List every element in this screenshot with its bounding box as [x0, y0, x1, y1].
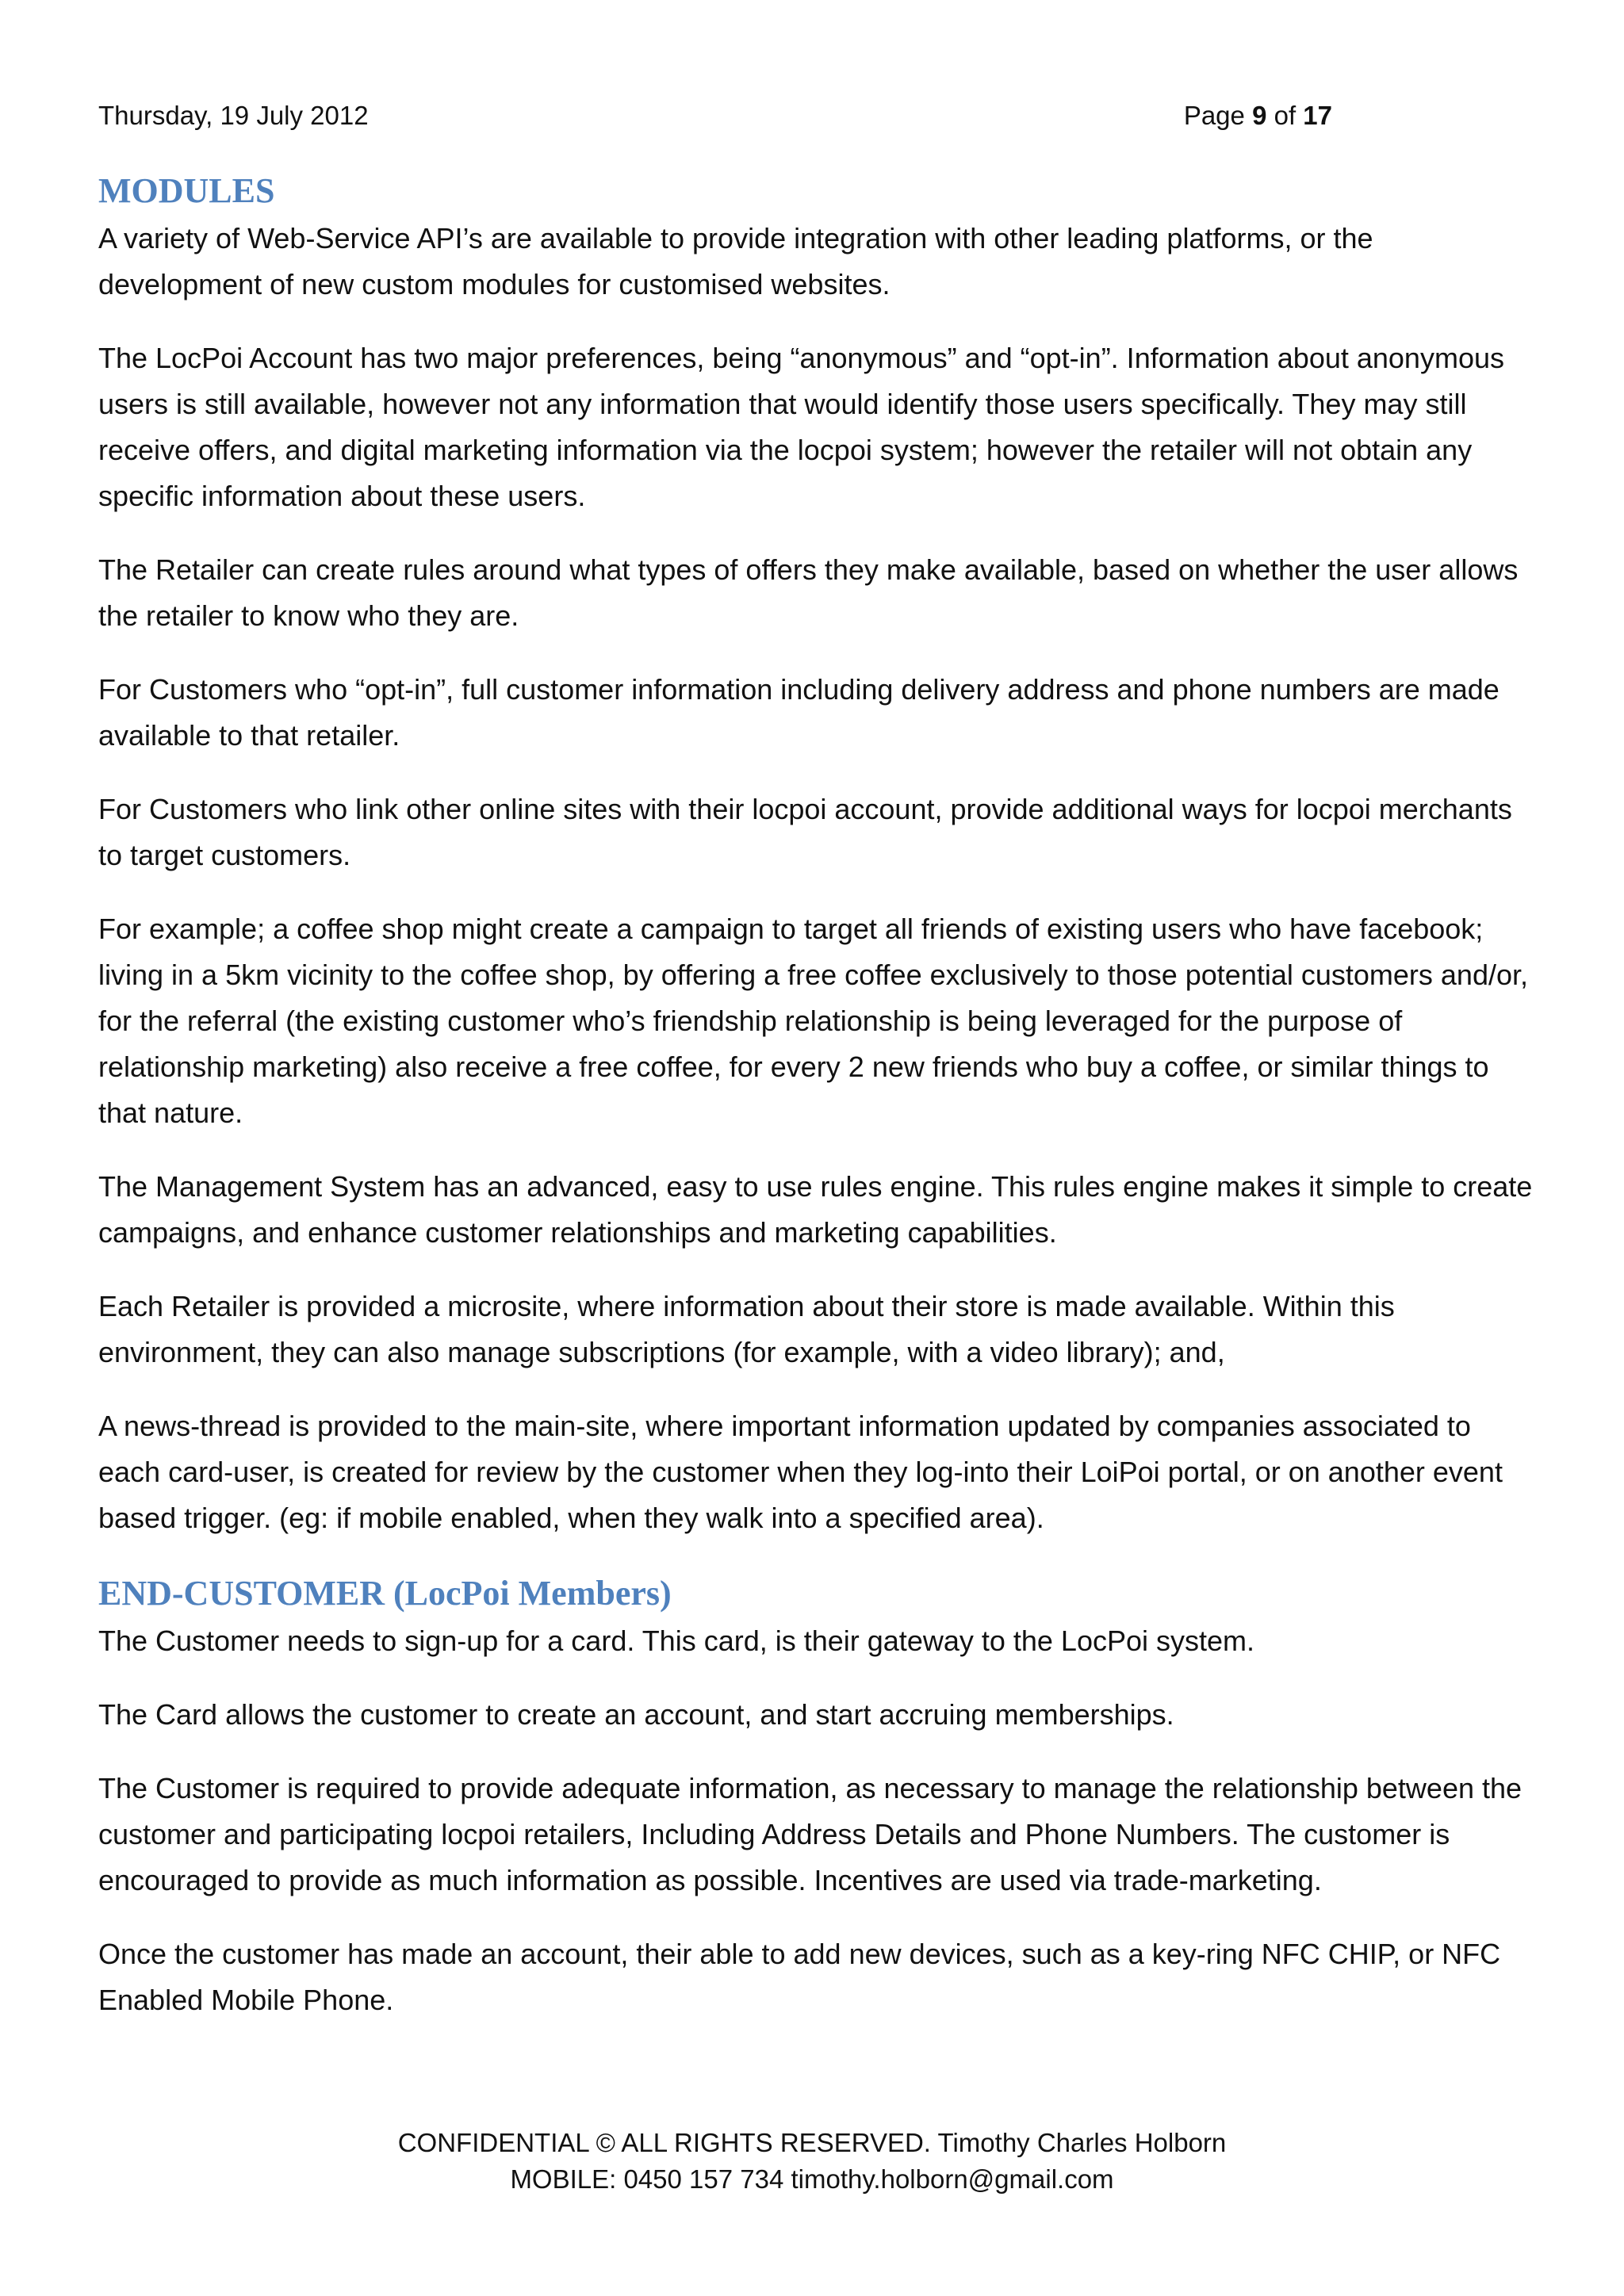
section-heading: END-CUSTOMER (LocPoi Members): [98, 1574, 672, 1613]
page-total: 17: [1303, 101, 1332, 130]
paragraph: The Customer is required to provide adequate information, as necessary to manage the relationship between the customer and participating locpoi retailers, Including Address Details and Phone Numbers. The customer is encouraged to provide as much information as possible. Incentives are used via trade-marketing.: [98, 1772, 1522, 1896]
section-modules: [98, 166, 1535, 1541]
paragraph: A variety of Web-Service API’s are available to provide integration with other leading platforms, or the development of new custom modules for customised websites.: [98, 222, 1373, 300]
paragraph: The Card allows the customer to create an account, and start accruing memberships.: [98, 1698, 1174, 1731]
paragraph: The Customer needs to sign-up for a card. This card, is their gateway to the LocPoi system.: [98, 1624, 1255, 1657]
footer-copyright: CONFIDENTIAL © ALL RIGHTS RESERVED. Timothy Charles Holborn: [397, 2128, 1227, 2157]
page-header: [98, 97, 1332, 135]
paragraph: A news-thread is provided to the main-site, where important information updated by companies associated to each card-user, is created for review by the customer when they log-into their LoiPoi portal, or on another event based trigger. (eg: if mobile enabled, when they walk into a specified area).: [98, 1410, 1503, 1534]
paragraph: Once the customer has made an account, their able to add new devices, such as a key-ring NFC CHIP, or NFC Enabled Mobile Phone.: [98, 1938, 1501, 2016]
paragraph: For Customers who “opt-in”, full customer information including delivery address and phone numbers are made available to that retailer.: [98, 673, 1500, 752]
paragraph: For Customers who link other online sites with their locpoi account, provide additional ways for locpoi merchants to target customers.: [98, 793, 1512, 871]
header-date: Thursday, 19 July 2012: [98, 101, 369, 130]
footer-contact: MOBILE: 0450 157 734 timothy.holborn@gmail.com: [510, 2164, 1114, 2194]
paragraph: For example; a coffee shop might create a campaign to target all friends of existing users who have facebook; living in a 5km vicinity to the coffee shop, by offering a free coffee exclusively to those potential customers and/or, for the referral (the existing customer who’s friendship relationship is being leveraged for the purpose of relationship marketing) also receive a free coffee, for every 2 new friends who buy a coffee, or similar things to that nature.: [98, 913, 1529, 1129]
page-footer: [0, 2125, 1624, 2198]
section-heading: MODULES: [98, 171, 275, 210]
page-of: of: [1266, 101, 1304, 130]
page-prefix: Page: [1183, 101, 1253, 130]
paragraph: The LocPoi Account has two major preferences, being “anonymous” and “opt-in”. Information about anonymous users is still available, however not any information that would identify those users specifically. They may still receive offers, and digital marketing information via the locpoi system; however the retailer will not obtain any specific information about these users.: [98, 342, 1504, 512]
paragraph: Each Retailer is provided a microsite, where information about their store is made available. Within this environment, they can also manage subscriptions (for example, with a video library); and,: [98, 1290, 1395, 1368]
page-number: [1184, 97, 1332, 135]
document-body: [98, 166, 1535, 2051]
section-end-customer: [98, 1569, 1535, 2023]
paragraph: The Management System has an advanced, easy to use rules engine. This rules engine makes it simple to create campaigns, and enhance customer relationships and marketing capabilities.: [98, 1170, 1533, 1249]
page-current: 9: [1252, 101, 1267, 130]
paragraph: The Retailer can create rules around what types of offers they make available, based on whether the user allows the retailer to know who they are.: [98, 553, 1519, 632]
